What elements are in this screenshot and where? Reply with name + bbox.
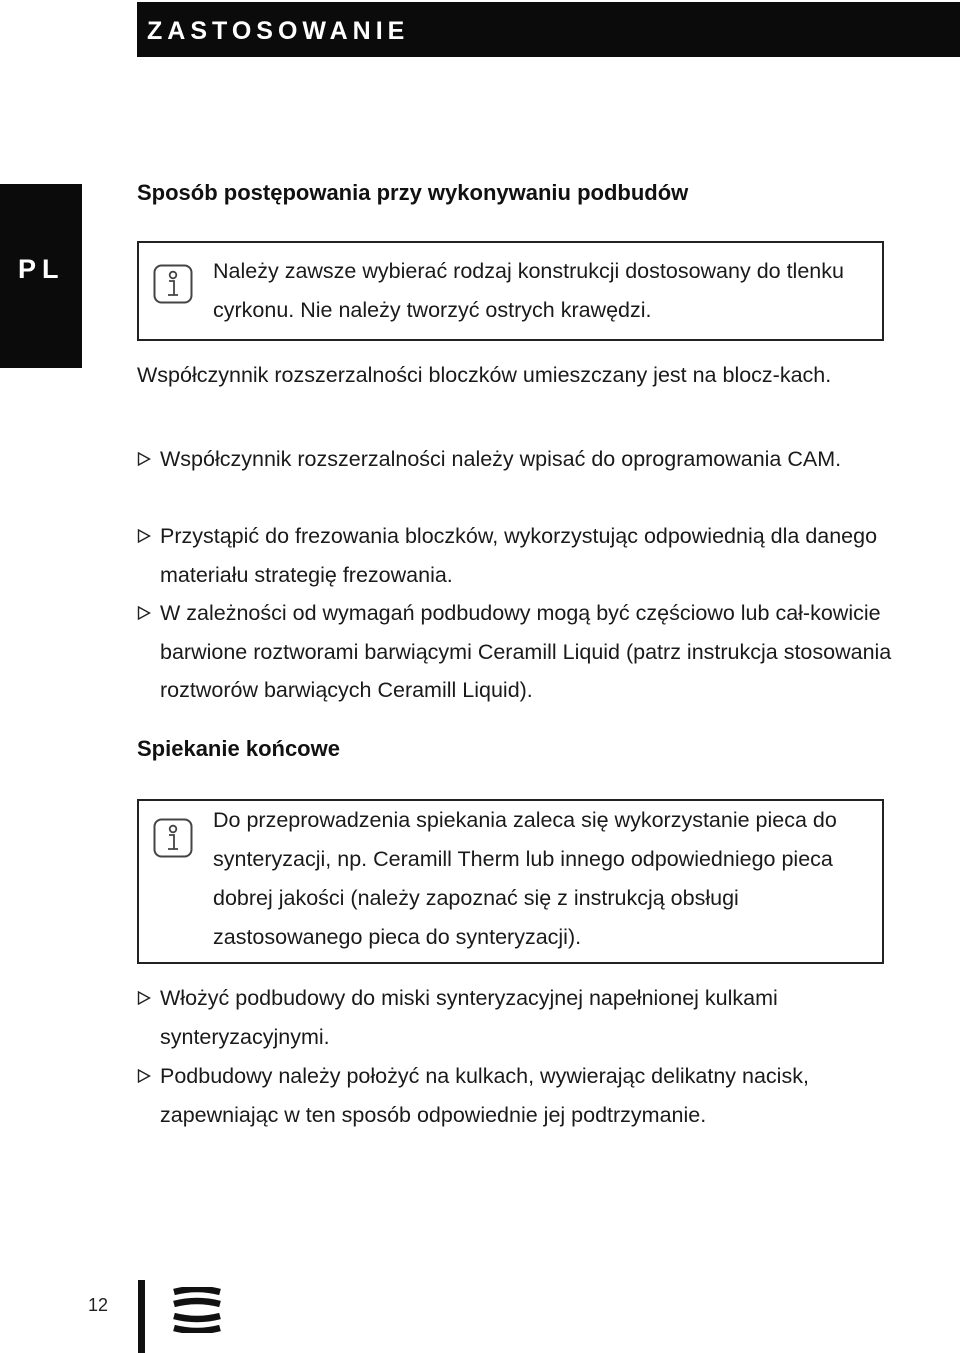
triangle-right-icon [137, 452, 151, 466]
info-text: Należy zawsze wybierać rodzaj konstrukcji dostosowany do tlenku cyrkonu. Nie należy tworzyć ostrych krawędzi. [213, 259, 844, 322]
paragraph-coefficient: Współczynnik rozszerzalności bloczków umieszczany jest na blocz-kach. [137, 363, 832, 387]
step-text: Włożyć podbudowy do miski synteryzacyjnej napełnionej kulkami synteryzacyjnymi. [160, 986, 778, 1049]
brand-logo-icon [172, 1287, 222, 1333]
step-text: Podbudowy należy położyć na kulkach, wywierając delikatny nacisk, zapewniając w ten sposób odpowiednie jej podtrzymanie. [160, 1064, 809, 1127]
step-text: Współczynnik rozszerzalności należy wpisać do oprogramowania CAM. [160, 447, 842, 471]
info-box-sintering [137, 799, 884, 964]
triangle-right-icon [137, 1069, 151, 1083]
step-item [137, 594, 897, 710]
header-bar [137, 2, 960, 57]
section-title: ZASTOSOWANIE [147, 17, 410, 45]
step-item [137, 517, 897, 594]
step-item [137, 979, 897, 1056]
info-icon [153, 818, 193, 858]
step-text: W zależności od wymagań podbudowy mogą być częściowo lub cał-kowicie barwione roztworami barwiącymi Ceramill Liquid (patrz instrukcja stosowania roztworów barwiących Ceramill Liquid). [160, 601, 892, 702]
step-item [137, 1057, 897, 1134]
language-tab [0, 184, 82, 368]
info-text: Do przeprowadzenia spiekania zaleca się wykorzystanie pieca do synteryzacji, np. Ceramill Therm lub innego odpowiedniego pieca dobrej jakości (należy zapoznać się z instrukcją obsługi zastosowanego pieca do synteryzacji). [213, 808, 837, 949]
info-box-construction [137, 241, 884, 341]
step-item [137, 440, 897, 479]
section-heading-sintering: Spiekanie końcowe [137, 736, 340, 761]
page-number: 12 [88, 1295, 109, 1315]
language-label: PL [18, 254, 65, 284]
footer-divider [138, 1280, 145, 1353]
triangle-right-icon [137, 991, 151, 1005]
triangle-right-icon [137, 606, 151, 620]
section-heading-procedure: Sposób postępowania przy wykonywaniu podbudów [137, 180, 689, 205]
triangle-right-icon [137, 529, 151, 543]
step-text: Przystąpić do frezowania bloczków, wykorzystując odpowiednią dla danego materiału strategię frezowania. [160, 524, 878, 587]
info-icon [153, 264, 193, 304]
